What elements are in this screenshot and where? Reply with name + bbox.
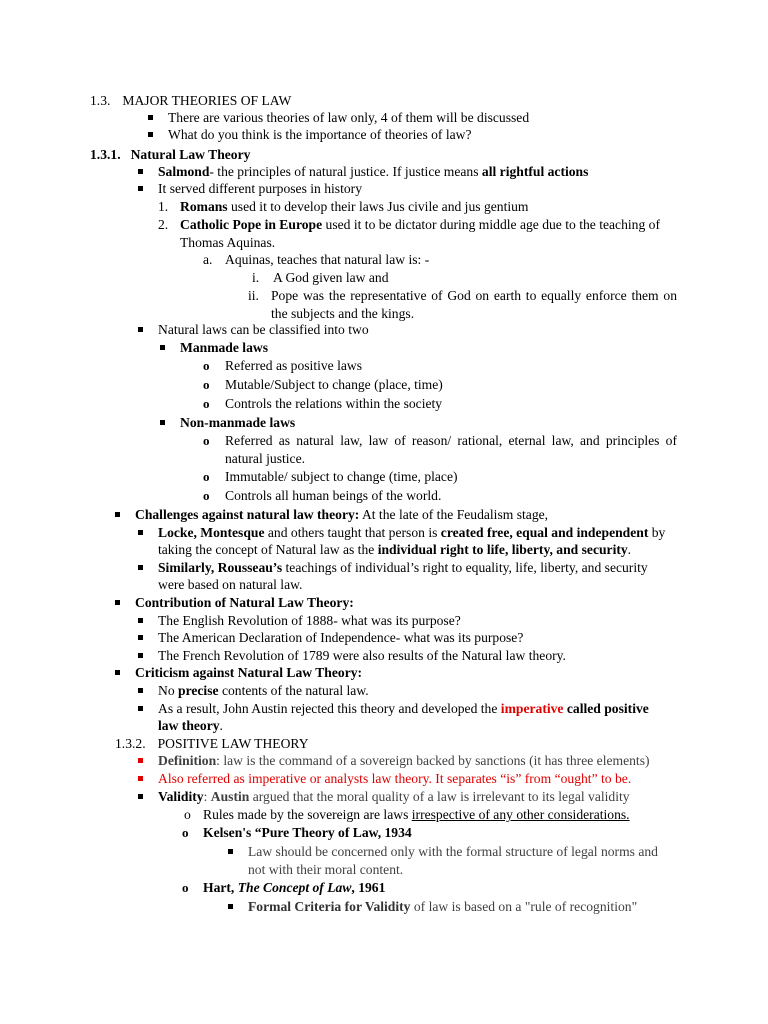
bullet-square [138,186,143,191]
bullet-circle: o [203,396,210,411]
term: Catholic Pope in Europe [180,217,323,232]
austin-line1 [158,700,649,718]
list-number: 1. [158,199,169,214]
locke-line1 [158,524,665,542]
text: of law is based on a "rule of recognition" [410,899,638,914]
text: teachings of individual’s right to equality, life, liberty, and security [282,560,648,575]
text: used it to develop their laws Jus civile and jus gentium [227,199,529,214]
text: No [158,683,179,698]
challenges-title: Challenges against natural law theory: [135,507,360,522]
text: contents of the natural law. [218,683,369,698]
list-item: Immutable/ subject to change (time, place) [225,469,458,484]
text: by [648,525,666,540]
text: . [219,718,223,733]
bullet-square [138,635,143,640]
bold-text: precise [178,683,219,698]
bold-text: all rightful actions [481,164,589,179]
aquinas-line: Aquinas, teaches that natural law is: - [225,252,430,267]
bold-text: individual right to life, liberty, and security [377,542,628,557]
term: Locke, Montesque [158,525,265,540]
underlined-text: irrespective of any other considerations. [411,807,630,822]
bullet-circle: o [203,358,210,373]
book-title: The Concept of Law [237,880,352,895]
hart-title [203,879,385,897]
text: As a result, John Austin rejected this theory and developed the [158,701,501,716]
list-item: Mutable/Subject to change (place, time) [225,377,443,392]
bold-text: created free, equal and independent [440,525,649,540]
list-item: The French Revolution of 1789 were also results of the Natural law theory. [158,648,566,663]
list-item: The English Revolution of 1888- what was its purpose? [158,613,461,628]
rousseau-line2: were based on natural law. [158,577,303,592]
bullet-square [148,132,153,137]
bullet-square [228,849,233,854]
bold-text: law theory [158,718,220,733]
list-item: The American Declaration of Independence- what was its purpose? [158,630,524,645]
text: , 1961 [351,880,386,895]
non-manmade-title: Non-manmade laws [180,415,296,430]
pope-line-cont: Thomas Aquinas. [180,235,276,250]
criticism-title: Criticism against Natural Law Theory: [135,665,363,680]
red-bold-text: imperative [500,701,564,716]
bullet-square [138,794,143,799]
bullet-square [115,670,120,675]
aquinas-i-line: A God given law and [273,270,389,285]
bold-text: Formal Criteria for Validity [248,899,411,914]
list-item-cont: natural justice. [225,451,306,466]
bullet-square [138,653,143,658]
text: . [627,542,632,557]
kelsen-line2: not with their moral content. [248,862,404,877]
list-item: Controls all human beings of the world. [225,488,442,503]
section-number: 1.3. [90,93,111,108]
list-item: Referred as natural law, law of reason/ rational, eternal law, and principles of [225,433,677,448]
list-item: Controls the relations within the society [225,396,443,411]
term: Validity [158,789,204,804]
bullet-text: It served different purposes in history [158,181,362,196]
section-1-3-heading [90,92,291,110]
bullet-square [138,776,143,781]
bullet-text: Natural laws can be classified into two [158,322,369,337]
section-number: 1.3.2. [115,736,146,751]
kelsen-line1: Law should be concerned only with the formal structure of legal norms and [248,844,658,859]
bullet-square [138,530,143,535]
list-roman: i. [252,270,260,285]
bullet-square [148,115,153,120]
kelsen-title: Kelsen's “Pure Theory of Law, 1934 [203,825,412,840]
section-1-3-2-heading [115,735,309,753]
bullet-square [160,420,165,425]
term: Definition [158,753,217,768]
text: At the late of the Feudalism stage, [359,507,549,522]
aquinas-ii-line2: the subjects and the kings. [271,306,415,321]
bullet-square [138,565,143,570]
also-referred-line: Also referred as imperative or analysts law theory. It separates “is” from “ought” to be. [158,771,632,786]
contribution-title: Contribution of Natural Law Theory: [135,595,354,610]
section-1-3-1-heading [90,146,250,164]
challenges-line [135,506,548,524]
rules-line [203,806,630,824]
hart-criteria-line [248,898,637,916]
text: Hart, [203,880,238,895]
term: Similarly, Rousseau’s [158,560,283,575]
salmond-line [158,163,588,181]
manmade-title: Manmade laws [180,340,268,355]
bullet-square [138,327,143,332]
definition-line [158,752,650,770]
text: : [203,789,211,804]
section-title: Natural Law Theory [130,147,251,162]
bullet-circle: o [203,377,210,392]
no-precise-line [158,682,369,700]
bullet-circle: o [203,469,210,484]
text: used it to be dictator during middle age due to the teaching of [322,217,660,232]
bullet-circle: o [182,825,189,840]
bold-text: called positive [563,701,649,716]
bullet-square [160,345,165,350]
bullet-square [115,600,120,605]
bullet-text: There are various theories of law only, 4 of them will be discussed [168,110,530,125]
bullet-circle: o [203,488,210,503]
list-roman: ii. [248,288,259,303]
list-letter: a. [203,252,213,267]
text: taking the concept of Natural law as the [158,542,378,557]
austin-line2 [158,717,223,735]
list-number: 2. [158,217,169,232]
bullet-square [138,618,143,623]
locke-line2 [158,541,631,559]
text: argued that the moral quality of a law is irrelevant to its legal validity [249,789,630,804]
bullet-circle: o [203,433,210,448]
text: Rules made by the sovereign are laws [203,807,412,822]
section-title: POSITIVE LAW THEORY [157,736,309,751]
bullet-square [138,706,143,711]
bullet-square [138,169,143,174]
text: and others taught that person is [264,525,441,540]
term: Salmond [158,164,210,179]
text: - the principles of natural justice. If justice means [209,164,482,179]
bullet-text: What do you think is the importance of theories of law? [168,127,472,142]
bullet-circle: o [182,880,189,895]
bullet-square [115,512,120,517]
bullet-circle: o [184,807,191,822]
section-number: 1.3.1. [90,147,121,162]
bullet-square [138,758,143,763]
validity-line [158,788,630,806]
term: Romans [180,199,228,214]
pope-line [180,216,660,234]
bullet-square [228,904,233,909]
bullet-square [138,688,143,693]
rousseau-line1 [158,559,648,577]
bold-text: Austin [210,789,250,804]
text: : law is the command of a sovereign backed by sanctions (it has three elements) [216,753,650,768]
list-item: Referred as positive laws [225,358,363,373]
romans-line [180,198,529,216]
section-title: MAJOR THEORIES OF LAW [122,93,292,108]
aquinas-ii-line1: Pope was the representative of God on earth to equally enforce them on [271,288,677,303]
